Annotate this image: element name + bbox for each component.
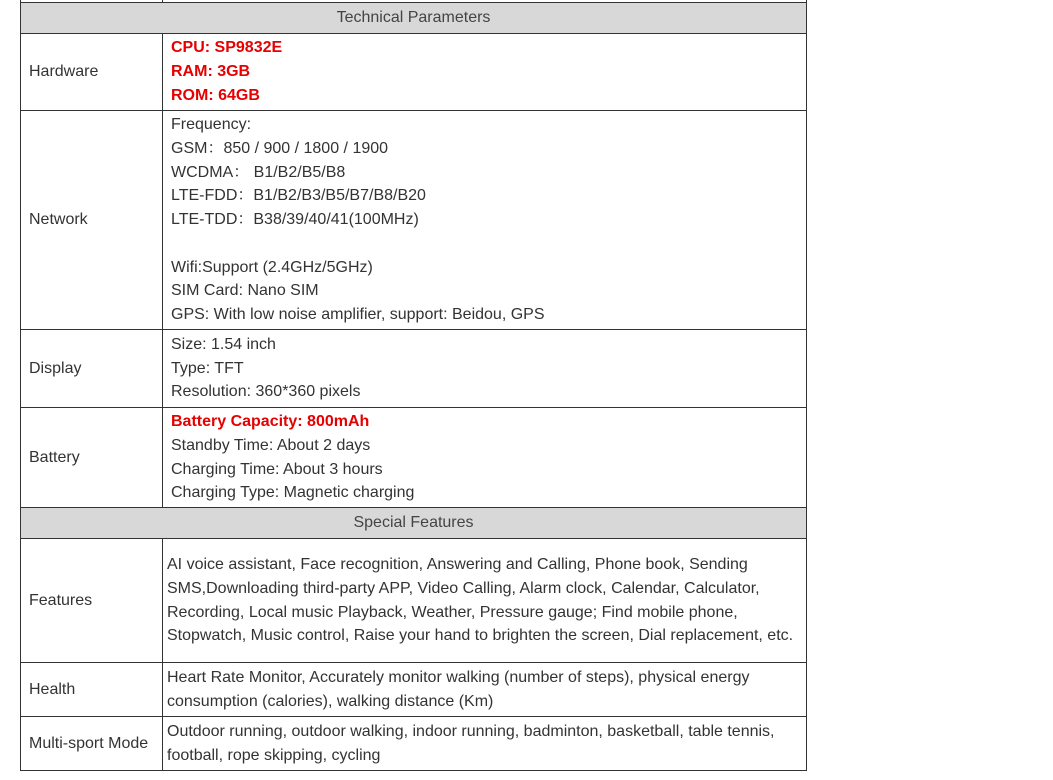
- network-frequency-heading: Frequency:: [171, 116, 252, 134]
- table-row-health: [21, 663, 807, 717]
- spec-table: [20, 0, 807, 771]
- table-row-display: [21, 330, 807, 408]
- features-text: AI voice assistant, Face recognition, Answering and Calling, Phone book, Sending SMS,Downloading third-party APP, Video Calling, Alarm clock, Calendar, Calculator, Recording, Local music Playback, Weather, Pressure gauge; Find mobile phone, Stopwatch, Music control, Raise your hand to brighten the screen, Dial replacement, etc.: [167, 556, 794, 645]
- multisport-text: Outdoor running, outdoor walking, indoor running, badminton, basketball, table tennis, football, rope skipping, cycling: [167, 722, 775, 764]
- table-row-multisport: [21, 717, 807, 771]
- hardware-cpu: CPU: SP9832E: [171, 39, 283, 57]
- network-lte-tdd: LTE-TDD：B38/39/40/41(100MHz): [171, 211, 419, 229]
- display-resolution: Resolution: 360*360 pixels: [171, 383, 361, 401]
- section-header-technical: [21, 3, 807, 34]
- network-gsm: GSM：850 / 900 / 1800 / 1900: [171, 140, 389, 158]
- network-gps: GPS: With low noise amplifier, support: Beidou, GPS: [171, 305, 545, 323]
- health-text: Heart Rate Monitor, Accurately monitor walking (number of steps), physical energy consumption (calories), walking distance (Km): [167, 668, 750, 710]
- row-value-battery: [163, 408, 807, 508]
- battery-charging-type: Charging Type: Magnetic charging: [171, 484, 415, 502]
- hardware-rom: ROM: 64GB: [171, 86, 260, 104]
- battery-standby: Standby Time: About 2 days: [171, 436, 371, 454]
- row-value-features: [163, 539, 807, 663]
- row-value-multisport: [163, 717, 807, 771]
- section-title-technical: Technical Parameters: [21, 3, 807, 34]
- row-value-network: [163, 111, 807, 330]
- battery-capacity: Battery Capacity: 800mAh: [171, 413, 370, 431]
- row-label-multisport: Multi-sport Mode: [21, 717, 163, 771]
- display-size: Size: 1.54 inch: [171, 335, 276, 353]
- row-value-display: [163, 330, 807, 408]
- network-wcdma: WCDMA： B1/B2/B5/B8: [171, 163, 346, 181]
- row-value-hardware: [163, 34, 807, 111]
- network-spacer: [171, 232, 806, 256]
- row-label-features: Features: [21, 539, 163, 663]
- display-type: Type: TFT: [171, 359, 244, 377]
- network-lte-fdd: LTE-FDD：B1/B2/B3/B5/B7/B8/B20: [171, 187, 426, 205]
- battery-charging-time: Charging Time: About 3 hours: [171, 460, 383, 478]
- row-label-health: Health: [21, 663, 163, 717]
- table-row-features: [21, 539, 807, 663]
- table-row-network: [21, 111, 807, 330]
- section-title-special: Special Features: [21, 508, 807, 539]
- row-value-health: [163, 663, 807, 717]
- row-label-network: Network: [21, 111, 163, 330]
- row-label-hardware: Hardware: [21, 34, 163, 111]
- network-sim: SIM Card: Nano SIM: [171, 282, 319, 300]
- table-row-hardware: [21, 34, 807, 111]
- row-label-display: Display: [21, 330, 163, 408]
- table-row-battery: [21, 408, 807, 508]
- network-wifi: Wifi:Support (2.4GHz/5GHz): [171, 258, 373, 276]
- section-header-special: [21, 508, 807, 539]
- row-label-battery: Battery: [21, 408, 163, 508]
- hardware-ram: RAM: 3GB: [171, 63, 251, 81]
